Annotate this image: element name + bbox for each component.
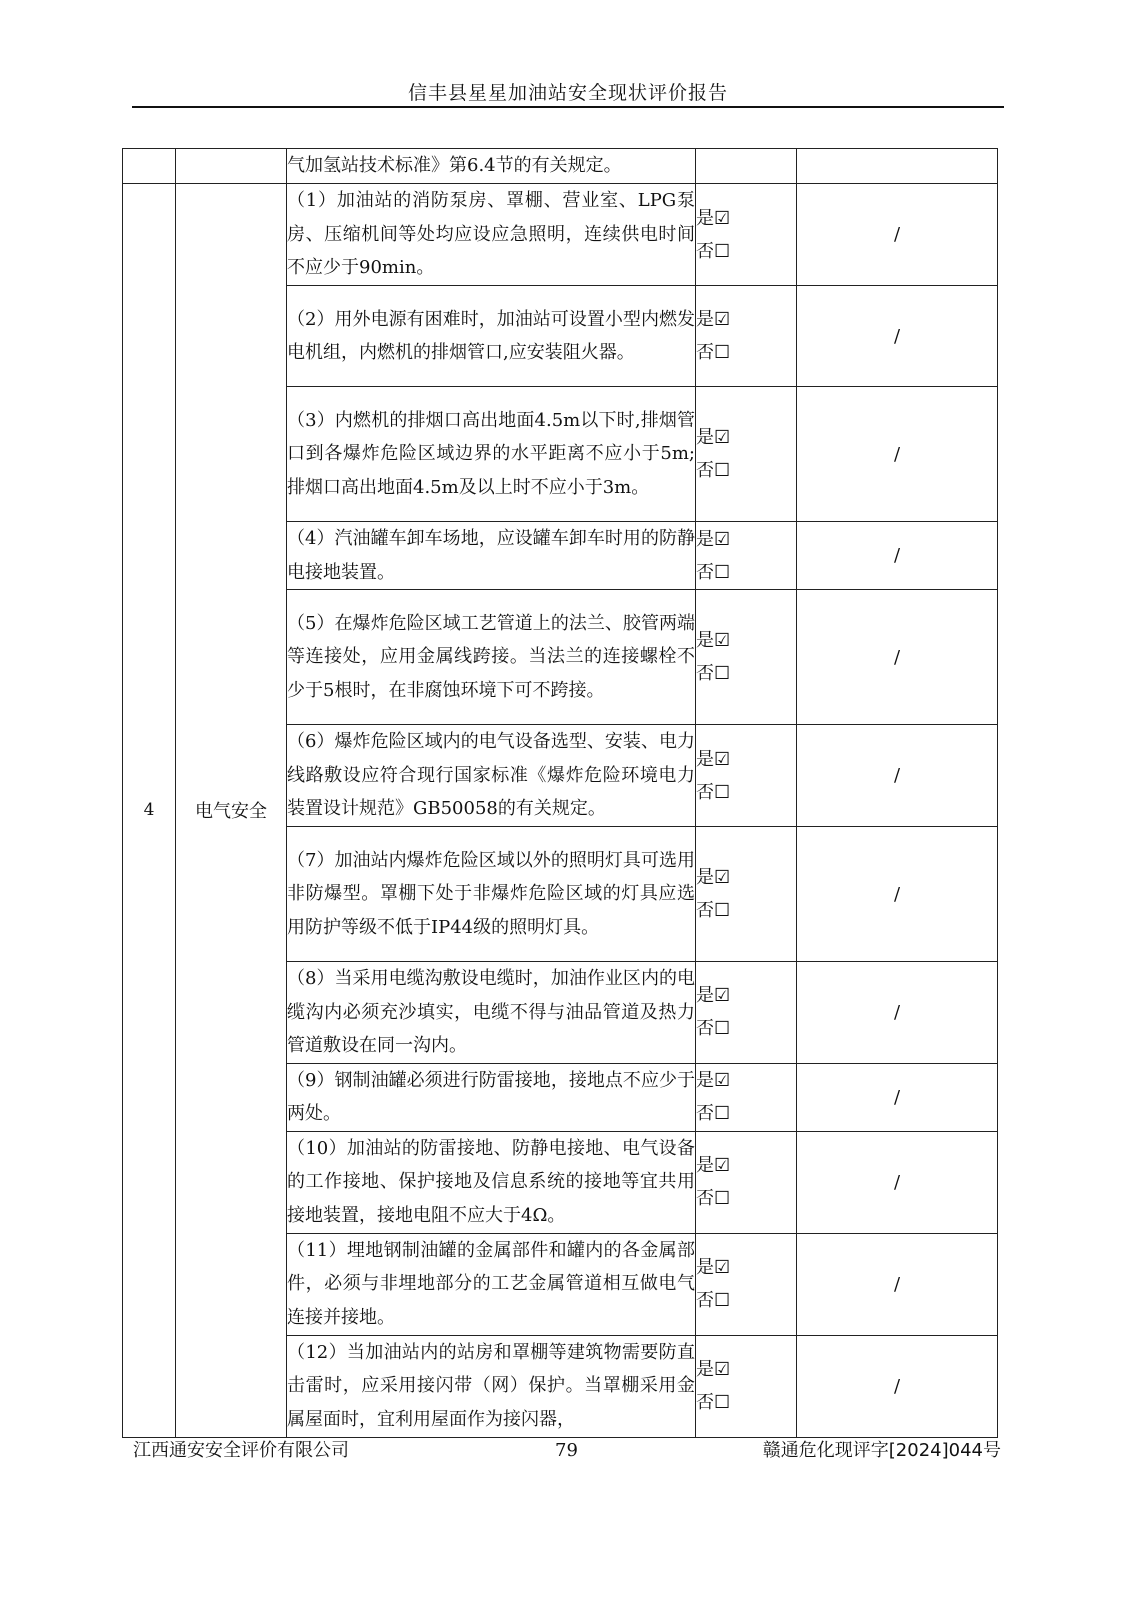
result-cell: /	[797, 1131, 998, 1233]
check-yes: 是☑	[696, 1155, 731, 1176]
check-cell	[696, 1233, 797, 1335]
result-cell: /	[797, 1335, 998, 1437]
footer-doc-number: 赣通危化现评字[2024]044号	[762, 1440, 1001, 1461]
check-cell	[696, 286, 797, 387]
footer-company: 江西通安安全评价有限公司	[133, 1440, 349, 1461]
check-no: 否☐	[696, 342, 731, 363]
check-cell	[696, 827, 797, 962]
page-number: 79	[555, 1440, 578, 1461]
page-header-title: 信丰县星星加油站安全现状评价报告	[407, 82, 728, 104]
check-no: 否☐	[696, 561, 731, 583]
check-yes: 是☑	[696, 309, 731, 330]
check-cell	[696, 1063, 797, 1131]
check-cell	[696, 184, 797, 286]
result-cell: /	[797, 827, 998, 962]
evaluation-table	[122, 148, 998, 1438]
requirement-text: （5）在爆炸危险区域工艺管道上的法兰、胶管两端等连接处，应用金属线跨接。当法兰的连接螺栓不少于5根时，在非腐蚀环境下可不跨接。	[287, 590, 696, 725]
requirement-text: （2）用外电源有困难时，加油站可设置小型内燃发电机组，内燃机的排烟管口,应安装阻火器。	[287, 286, 696, 387]
result-cell: /	[797, 725, 998, 827]
group-index: 4	[123, 184, 176, 1438]
check-cell	[696, 962, 797, 1064]
check-cell	[696, 725, 797, 827]
check-yes: 是☑	[696, 985, 731, 1007]
check-no: 否☐	[696, 781, 731, 803]
requirement-text: （4）汽油罐车卸车场地，应设罐车卸车时用的防静电接地装置。	[287, 522, 696, 590]
check-cell	[696, 149, 797, 184]
check-yes: 是☑	[696, 867, 731, 888]
check-yes: 是☑	[696, 427, 731, 448]
check-cell	[696, 522, 797, 590]
check-cell	[696, 1335, 797, 1437]
check-no: 否☐	[696, 1018, 731, 1040]
result-cell: /	[797, 184, 998, 286]
requirement-text: （3）内燃机的排烟口高出地面4.5m以下时,排烟管口到各爆炸危险区域边界的水平距离不应小于5m;排烟口高出地面4.5m及以上时不应小于3m。	[287, 387, 696, 522]
check-no: 否☐	[696, 240, 731, 262]
check-yes: 是☑	[696, 1257, 731, 1278]
check-no: 否☐	[696, 663, 731, 684]
check-yes: 是☑	[696, 1070, 731, 1091]
requirement-text: （1）加油站的消防泵房、罩棚、营业室、LPG泵房、压缩机间等处均应设应急照明，连续供电时间不应少于90min。	[287, 184, 696, 286]
index-cell	[123, 149, 176, 184]
check-cell	[696, 590, 797, 725]
result-cell: /	[797, 522, 998, 590]
requirement-text: （9）钢制油罐必须进行防雷接地，接地点不应少于两处。	[287, 1063, 696, 1131]
requirement-text: （7）加油站内爆炸危险区域以外的照明灯具可选用非防爆型。罩棚下处于非爆炸危险区域的灯具应选用防护等级不低于IP44级的照明灯具。	[287, 827, 696, 962]
check-yes: 是☑	[696, 207, 731, 229]
check-no: 否☐	[696, 1392, 731, 1413]
table-row	[123, 184, 998, 286]
requirement-text: （11）埋地钢制油罐的金属部件和罐内的各金属部件，必须与非埋地部分的工艺金属管道相互做电气连接并接地。	[287, 1233, 696, 1335]
result-cell: /	[797, 387, 998, 522]
header-divider	[132, 106, 1004, 108]
check-yes: 是☑	[696, 748, 731, 770]
result-cell: /	[797, 1233, 998, 1335]
result-cell: /	[797, 590, 998, 725]
check-no: 否☐	[696, 900, 731, 921]
check-no: 否☐	[696, 1290, 731, 1311]
result-cell: /	[797, 1063, 998, 1131]
result-cell: /	[797, 286, 998, 387]
group-category: 电气安全	[176, 184, 287, 1438]
requirement-text: 气加氢站技术标准》第6.4节的有关规定。	[287, 149, 696, 184]
check-yes: 是☑	[696, 528, 731, 550]
check-yes: 是☑	[696, 630, 731, 651]
check-no: 否☐	[696, 1103, 731, 1124]
requirement-text: （12）当加油站内的站房和罩棚等建筑物需要防直击雷时，应采用接闪带（网）保护。当罩棚采用金属屋面时，宜利用屋面作为接闪器，	[287, 1335, 696, 1437]
requirement-text: （6）爆炸危险区域内的电气设备选型、安装、电力线路敷设应符合现行国家标准《爆炸危险环境电力装置设计规范》GB50058的有关规定。	[287, 725, 696, 827]
check-no: 否☐	[696, 1188, 731, 1209]
check-no: 否☐	[696, 460, 731, 481]
check-cell	[696, 387, 797, 522]
result-cell	[797, 149, 998, 184]
check-cell	[696, 1131, 797, 1233]
requirement-text: （10）加油站的防雷接地、防静电接地、电气设备的工作接地、保护接地及信息系统的接地等宜共用接地装置，接地电阻不应大于4Ω。	[287, 1131, 696, 1233]
result-cell: /	[797, 962, 998, 1064]
table-row-continuation	[123, 149, 998, 184]
category-cell	[176, 149, 287, 184]
check-yes: 是☑	[696, 1359, 731, 1380]
requirement-text: （8）当采用电缆沟敷设电缆时，加油作业区内的电缆沟内必须充沙填实，电缆不得与油品管道及热力管道敷设在同一沟内。	[287, 962, 696, 1064]
